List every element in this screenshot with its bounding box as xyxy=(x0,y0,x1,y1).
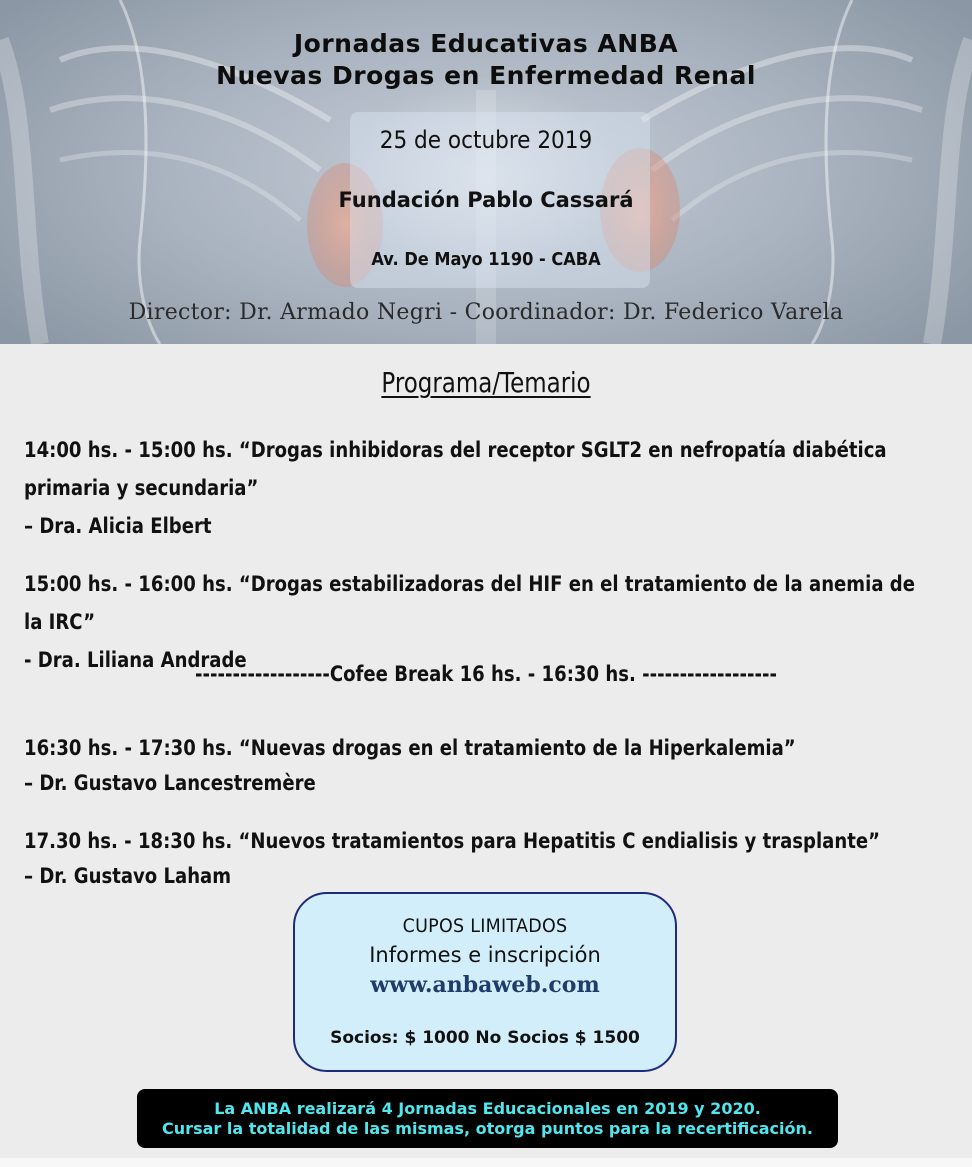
session-topic: “Drogas inhibidoras del receptor SGLT2 en nefropatía diabética primaria y secundaria” xyxy=(24,438,887,500)
event-directors: Director: Dr. Armado Negri - Coordinador: Dr. Federico Varela xyxy=(128,300,844,325)
limited-seats-label: CUPOS LIMITADOS xyxy=(402,915,568,937)
header-banner xyxy=(0,0,972,344)
event-title: Jornadas Educativas ANBA xyxy=(293,29,679,58)
website-link[interactable]: www.anbaweb.com xyxy=(370,972,600,998)
session-time: 17.30 hs. - 18:30 hs. xyxy=(24,829,233,853)
session-topic: “Drogas estabilizadoras del HIF en el tratamiento de la anemia de la IRC” xyxy=(24,572,915,634)
event-date: 25 de octubre 2019 xyxy=(379,126,593,154)
program-session xyxy=(24,431,918,545)
event-address: Av. De Mayo 1190 - CABA xyxy=(371,249,601,270)
program-heading: Programa/Temario xyxy=(381,366,591,399)
bottom-divider xyxy=(0,1158,972,1167)
session-time: 14:00 hs. - 15:00 hs. xyxy=(24,438,233,462)
session-time: 15:00 hs. - 16:00 hs. xyxy=(24,572,233,596)
registration-info-box xyxy=(293,892,677,1072)
event-venue: Fundación Pablo Cassará xyxy=(338,188,634,212)
session-speaker: – Dr. Gustavo Laham xyxy=(24,864,232,888)
program-session xyxy=(24,824,918,894)
pricing-text: Socios: $ 1000 No Socios $ 1500 xyxy=(330,1028,640,1048)
session-speaker: – Dra. Alicia Elbert xyxy=(24,514,212,538)
notice-line-1: La ANBA realizará 4 Jornadas Educacionales en 2019 y 2020. xyxy=(214,1099,761,1118)
registration-label: Informes e inscripción xyxy=(369,943,601,967)
coffee-break: ------------------Cofee Break 16 hs. - 16:30 hs. ------------------ xyxy=(194,662,778,686)
event-subtitle: Nuevas Drogas en Enfermedad Renal xyxy=(216,61,756,90)
session-speaker: – Dr. Gustavo Lancestremère xyxy=(24,771,316,795)
notice-line-2: Cursar la totalidad de las mismas, otorga puntos para la recertificación. xyxy=(162,1119,813,1138)
session-topic: “Nuevos tratamientos para Hepatitis C endialisis y trasplante” xyxy=(238,829,880,853)
recertification-notice xyxy=(137,1089,838,1148)
session-speaker: - Dra. Liliana Andrade xyxy=(24,648,247,672)
session-topic: “Nuevas drogas en el tratamiento de la Hiperkalemia” xyxy=(238,736,796,760)
program-session xyxy=(24,731,918,801)
session-time: 16:30 hs. - 17:30 hs. xyxy=(24,736,233,760)
